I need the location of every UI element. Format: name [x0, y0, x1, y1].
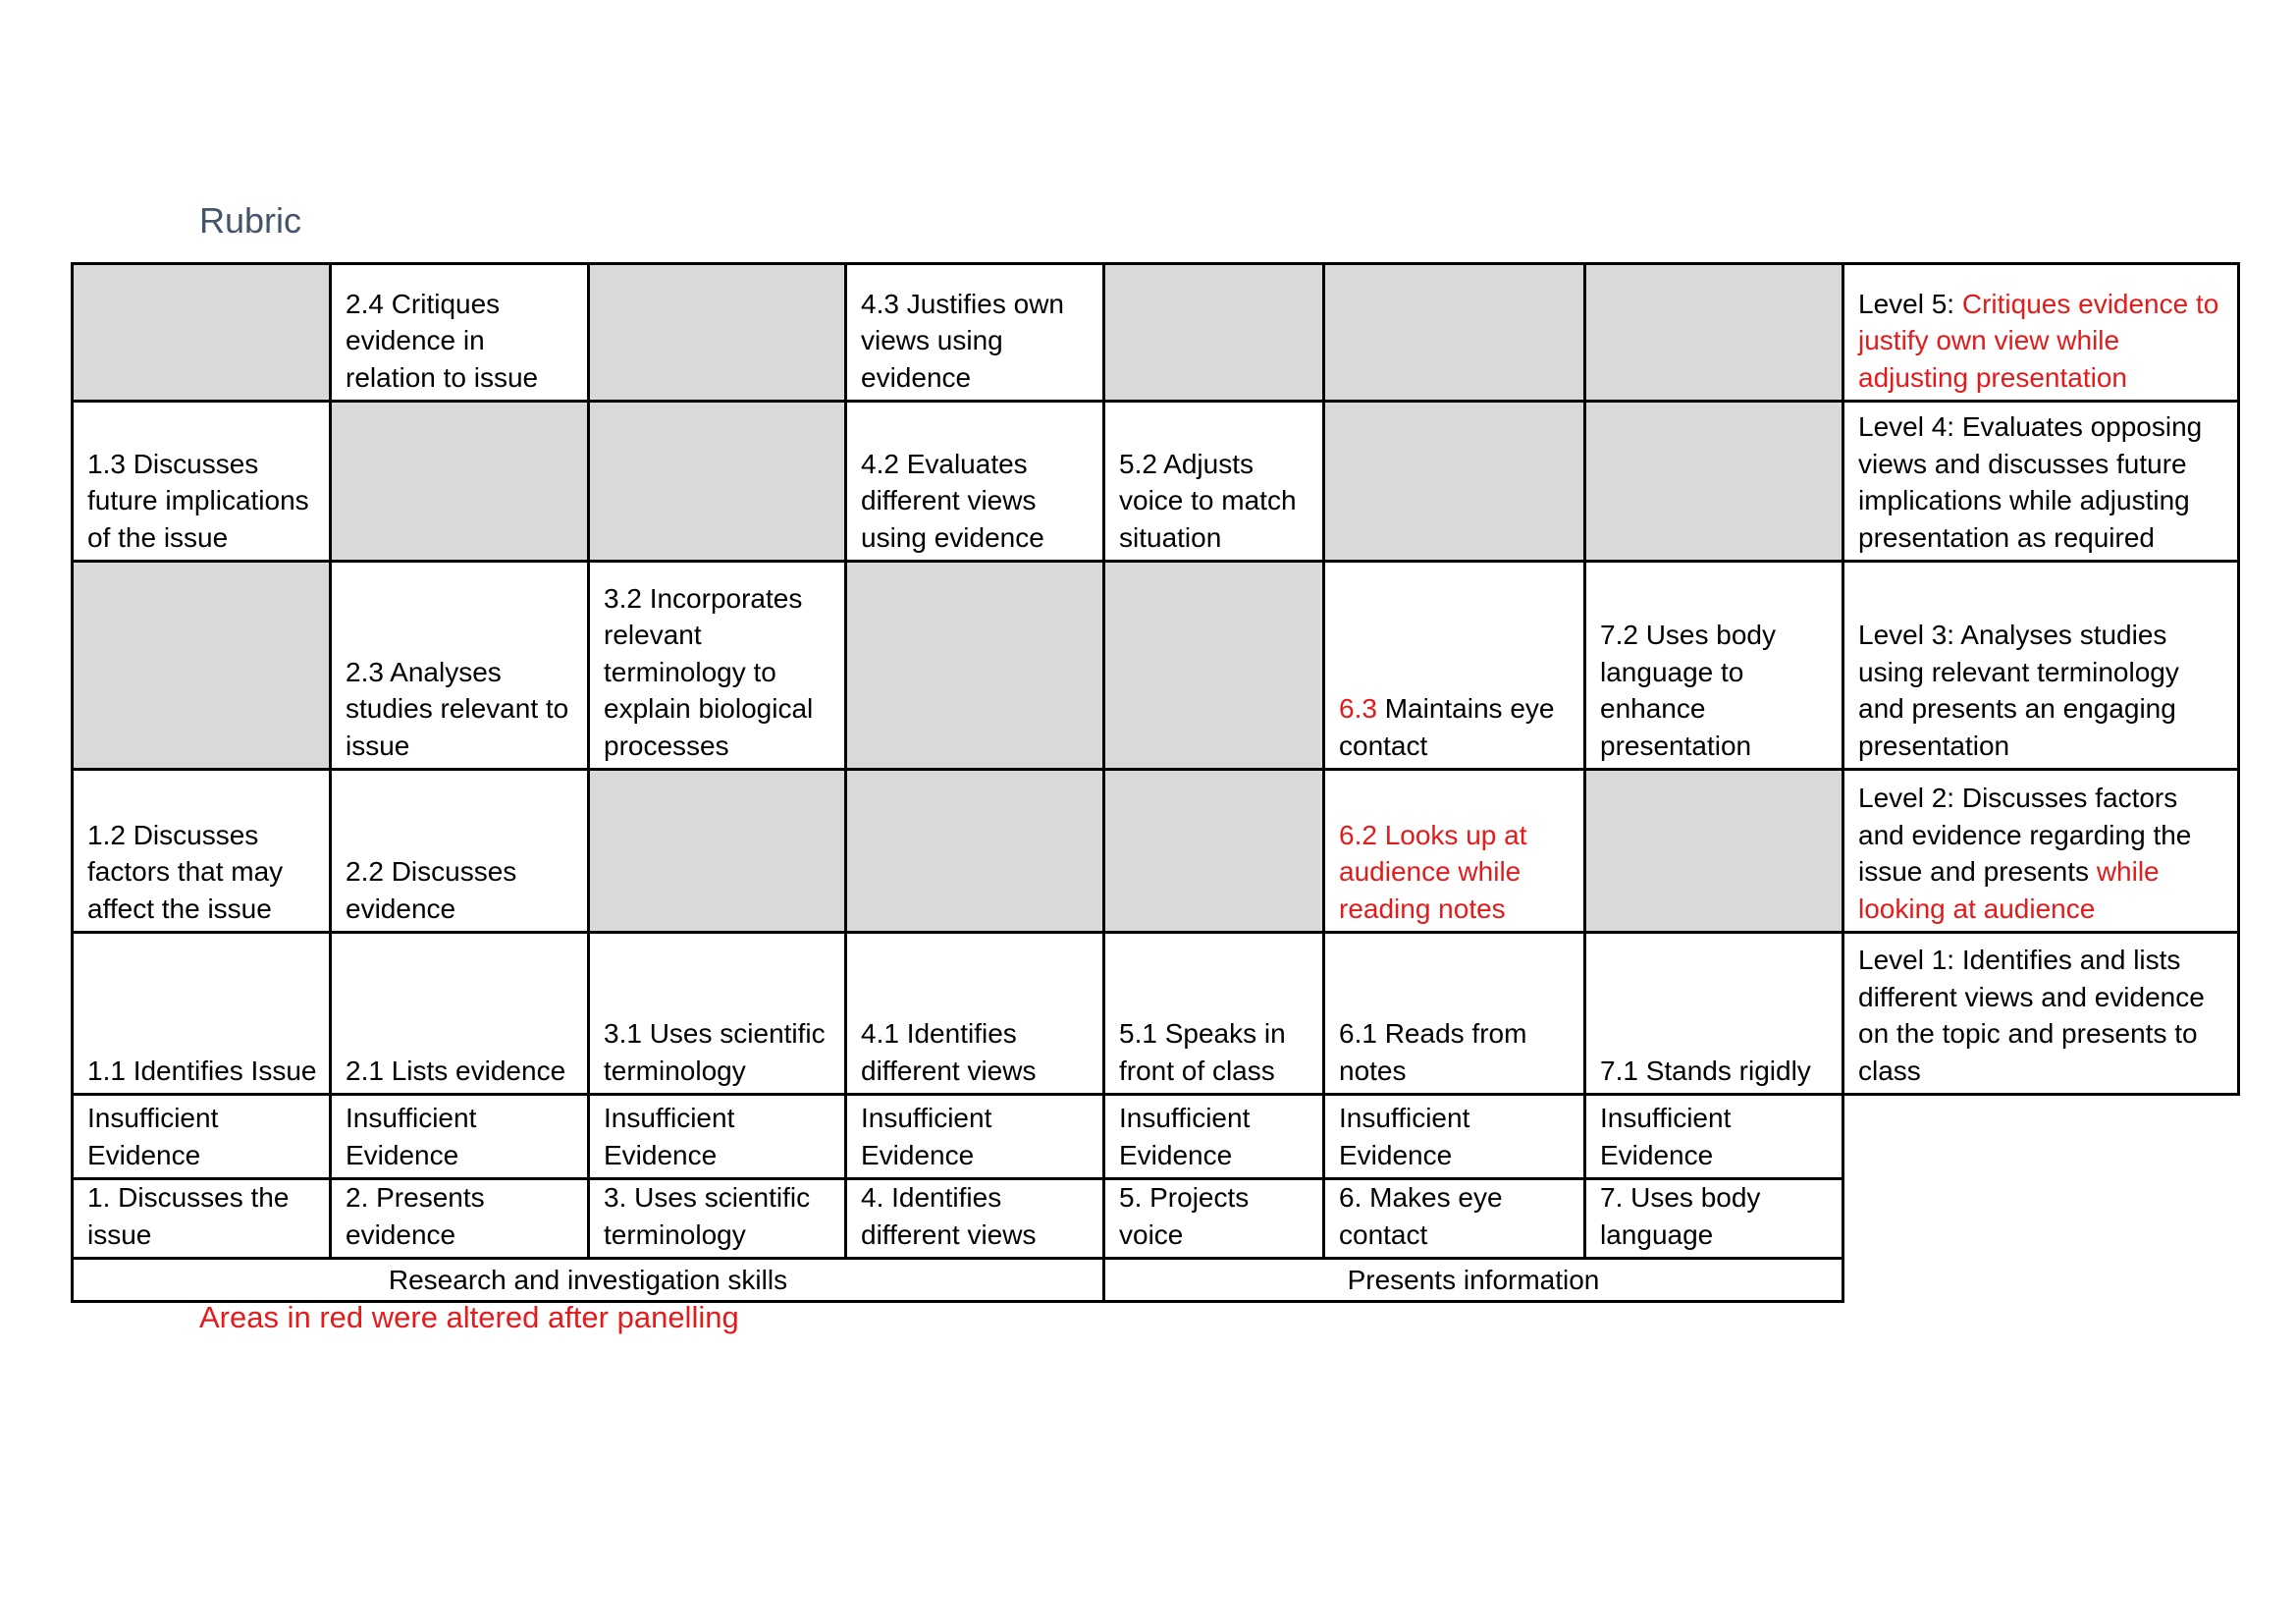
group-research: Research and investigation skills	[74, 1260, 1105, 1303]
insufficient-c4: Insufficient Evidence	[847, 1096, 1105, 1180]
cell-l4-c2	[332, 403, 590, 563]
criterion-7: 7. Uses body language	[1586, 1180, 1844, 1260]
cell-l2-c3	[590, 771, 847, 934]
cell-l4-c5: 5.2 Adjusts voice to match situation	[1105, 403, 1325, 563]
cell-l1-c4: 4.1 Identifies different views	[847, 934, 1105, 1096]
cell-l2-c6: 6.2 Looks up at audience while reading notes	[1325, 771, 1586, 934]
cell-l4-c6	[1325, 403, 1586, 563]
red-areas-note: Areas in red were altered after panelling	[199, 1300, 739, 1334]
criterion-5: 5. Projects voice	[1105, 1180, 1325, 1260]
cell-l1-c2: 2.1 Lists evidence	[332, 934, 590, 1096]
cell-l1-c1: 1.1 Identifies Issue	[74, 934, 332, 1096]
cell-l5-c1	[74, 265, 332, 403]
cell-l2-c7	[1586, 771, 1844, 934]
blank-corner-3	[1844, 1260, 2240, 1303]
insufficient-c7: Insufficient Evidence	[1586, 1096, 1844, 1180]
level-2-prefix: Level 2: Discusses factors and evidence regarding the issue and presents	[1858, 783, 2192, 887]
page-title: Rubric	[199, 200, 302, 241]
level-5-red-text: Critiques evidence to justify own view while adjusting presentation	[1858, 288, 2219, 393]
insufficient-c2: Insufficient Evidence	[332, 1096, 590, 1180]
cell-l2-c1: 1.2 Discusses factors that may affect the issue	[74, 771, 332, 934]
level-3-description: Level 3: Analyses studies using relevant terminology and presents an engaging presentation	[1844, 563, 2240, 771]
insufficient-c5: Insufficient Evidence	[1105, 1096, 1325, 1180]
insufficient-c1: Insufficient Evidence	[74, 1096, 332, 1180]
level-1-description: Level 1: Identifies and lists different views and evidence on the topic and presents to class	[1844, 934, 2240, 1096]
level-5-description	[1844, 265, 2240, 403]
criterion-4: 4. Identifies different views	[847, 1180, 1105, 1260]
cell-l3-c6-rest: Maintains eye contact	[1339, 693, 1555, 761]
cell-l4-c7	[1586, 403, 1844, 563]
blank-corner-2	[1844, 1180, 2240, 1260]
cell-l3-c5	[1105, 563, 1325, 771]
cell-l5-c7	[1586, 265, 1844, 403]
cell-l1-c6: 6.1 Reads from notes	[1325, 934, 1586, 1096]
insufficient-c3: Insufficient Evidence	[590, 1096, 847, 1180]
cell-l5-c5	[1105, 265, 1325, 403]
insufficient-c6: Insufficient Evidence	[1325, 1096, 1586, 1180]
cell-l5-c6	[1325, 265, 1586, 403]
cell-l1-c3: 3.1 Uses scientific terminology	[590, 934, 847, 1096]
cell-l3-c4	[847, 563, 1105, 771]
cell-l5-c2: 2.4 Critiques evidence in relation to issue	[332, 265, 590, 403]
cell-l1-c7: 7.1 Stands rigidly	[1586, 934, 1844, 1096]
cell-l3-c7: 7.2 Uses body language to enhance presentation	[1586, 563, 1844, 771]
cell-l3-c1	[74, 563, 332, 771]
criterion-1: 1. Discusses the issue	[74, 1180, 332, 1260]
cell-l3-c6-red: 6.3	[1339, 693, 1377, 724]
cell-l2-c4	[847, 771, 1105, 934]
level-5-prefix: Level 5:	[1858, 288, 1962, 319]
criterion-3: 3. Uses scientific terminology	[590, 1180, 847, 1260]
level-2-description	[1844, 771, 2240, 934]
cell-l4-c3	[590, 403, 847, 563]
level-4-description: Level 4: Evaluates opposing views and discusses future implications while adjusting presentation as required	[1844, 403, 2240, 563]
level-2-red-text: while looking at audience	[1858, 856, 2160, 924]
cell-l5-c3	[590, 265, 847, 403]
cell-l3-c3: 3.2 Incorporates relevant terminology to explain biological processes	[590, 563, 847, 771]
cell-l3-c2: 2.3 Analyses studies relevant to issue	[332, 563, 590, 771]
blank-corner-1	[1844, 1093, 2240, 1180]
group-presents: Presents information	[1105, 1260, 1844, 1303]
cell-l2-c2: 2.2 Discusses evidence	[332, 771, 590, 934]
rubric-table	[71, 262, 2240, 1303]
cell-l3-c6	[1325, 563, 1586, 771]
cell-l2-c5	[1105, 771, 1325, 934]
cell-l5-c4: 4.3 Justifies own views using evidence	[847, 265, 1105, 403]
criterion-6: 6. Makes eye contact	[1325, 1180, 1586, 1260]
cell-l4-c4: 4.2 Evaluates different views using evidence	[847, 403, 1105, 563]
cell-l1-c5: 5.1 Speaks in front of class	[1105, 934, 1325, 1096]
criterion-2: 2. Presents evidence	[332, 1180, 590, 1260]
cell-l4-c1: 1.3 Discusses future implications of the issue	[74, 403, 332, 563]
